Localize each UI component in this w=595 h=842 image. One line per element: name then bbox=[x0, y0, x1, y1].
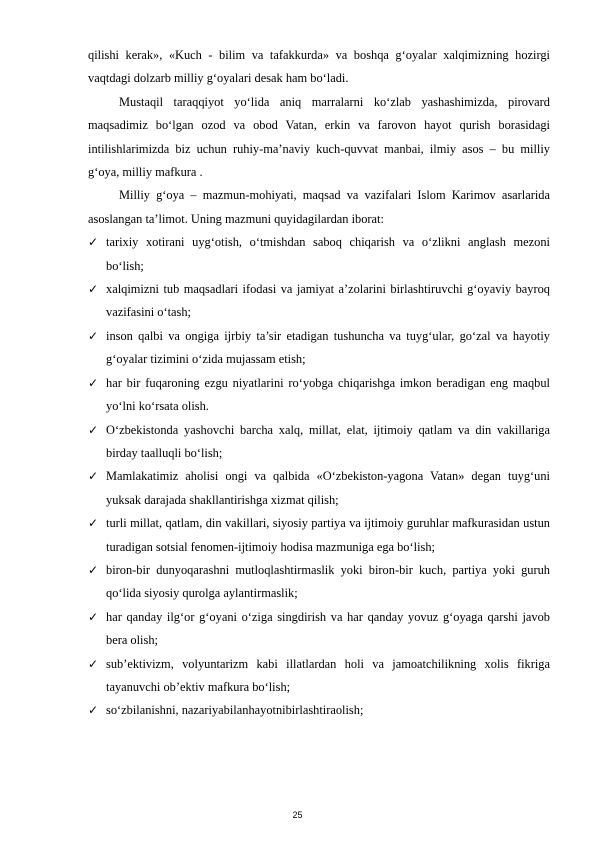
list-item-text: O‘zbekistonda yashovchi barcha xalq, millat, elat, ijtimoiy qatlam va din vakillariga birday taalluqli bo‘lish; bbox=[106, 422, 550, 460]
list-item-text: turli millat, qatlam, din vakillari, siyosiy partiya va ijtimoiy guruhlar mafkurasidan ustun turadigan sotsial fenomen-ijtimoiy hodisa mazmuniga ega bo‘lish; bbox=[106, 516, 550, 554]
check-icon: ✓ bbox=[88, 703, 99, 718]
list-item-text: biron-bir dunyoqarashni mutloqlashtirmaslik yoki biron-bir kuch, partiya yoki guruh qo‘lida siyosiy qurolga aylantirmaslik; bbox=[106, 562, 550, 601]
list-item-text: inson qalbi va ongiga ijrbiy ta’sir etadigan tushuncha va tuyg‘ular, go‘zal va hayotiy g‘oyalar tizimini o‘zida mujassam etish; bbox=[106, 328, 550, 367]
list-item bbox=[88, 419, 550, 466]
check-icon: ✓ bbox=[88, 609, 99, 624]
list-item-text: xalqimizni tub maqsadlari ifodasi va jamiyat a’zolarini birlashtiruvchi g‘oyaviy bayroq vazifasini o‘tash; bbox=[106, 282, 550, 320]
list-item bbox=[88, 278, 550, 325]
list-item bbox=[88, 606, 550, 653]
check-icon: ✓ bbox=[88, 282, 99, 297]
list-item-text: tarixiy xotirani uyg‘otish, o‘tmishdan saboq chiqarish va o‘zlikni anglash mezoni bo‘lish; bbox=[106, 235, 550, 273]
list-item bbox=[88, 231, 550, 278]
check-icon: ✓ bbox=[88, 656, 99, 671]
document-page bbox=[88, 44, 550, 723]
list-item bbox=[88, 512, 550, 559]
checklist bbox=[88, 231, 550, 723]
list-item bbox=[88, 372, 550, 419]
check-icon: ✓ bbox=[88, 328, 99, 343]
check-icon: ✓ bbox=[88, 422, 99, 437]
check-icon: ✓ bbox=[88, 562, 99, 577]
list-item bbox=[88, 699, 550, 722]
list-item-text: Mamlakatimiz aholisi ongi va qalbida «O‘zbekiston-yagona Vatan» degan tuyg‘uni yuksak darajada shakllantirishga xizmat qilish; bbox=[106, 469, 550, 507]
page-number: 25 bbox=[292, 810, 303, 820]
paragraph-continuation: qilishi kerak», «Kuch - bilim va tafakkurda» va boshqa g‘oyalar xalqimizning hozirgi vaqtdagi dolzarb milliy g‘oyalari desak ham bo‘ladi. bbox=[88, 48, 550, 86]
check-icon: ✓ bbox=[88, 516, 99, 531]
list-item bbox=[88, 559, 550, 606]
list-item bbox=[88, 465, 550, 512]
list-item-text: har bir fuqaroning ezgu niyatlarini ro‘yobga chiqarishga imkon beradigan eng maqbul yo‘lni ko‘rsata olish. bbox=[106, 375, 550, 414]
check-icon: ✓ bbox=[88, 375, 99, 390]
list-item bbox=[88, 325, 550, 372]
list-item-text: sub’ektivizm, volyuntarizm kabi illatlardan holi va jamoatchilikning xolis fikriga tayanuvchi ob’ektiv mafkura bo‘lish; bbox=[106, 656, 550, 694]
list-item-text: har qanday ilg‘or g‘oyani o‘ziga singdirish va har qanday yovuz g‘oyaga qarshi javob bera olish; bbox=[106, 609, 550, 648]
paragraph-national-idea-definition: Milliy g‘oya – mazmun-mohiyati, maqsad va vazifalari Islom Karimov asarlarida asoslangan ta’limot. Uning mazmuni quyidagilardan iborat: bbox=[88, 188, 550, 226]
check-icon: ✓ bbox=[88, 235, 99, 250]
list-item bbox=[88, 653, 550, 700]
paragraph-national-idea-source: Mustaqil taraqqiyot yo‘lida aniq marralarni ko‘zlab yashashimizda, pirovard maqsadimiz bo‘lgan ozod va obod Vatan, erkin va farovon hayot qurish borasidagi intilishlarimizda biz uchun ruhiy-ma’naviy kuch-quvvat manbai, ilmiy asos – bu milliy g‘oya, milliy mafkura . bbox=[88, 94, 550, 180]
check-icon: ✓ bbox=[88, 469, 99, 484]
list-item-text: so‘zbilanishni, nazariyabilanhayotnibirlashtiraolish; bbox=[106, 703, 364, 718]
